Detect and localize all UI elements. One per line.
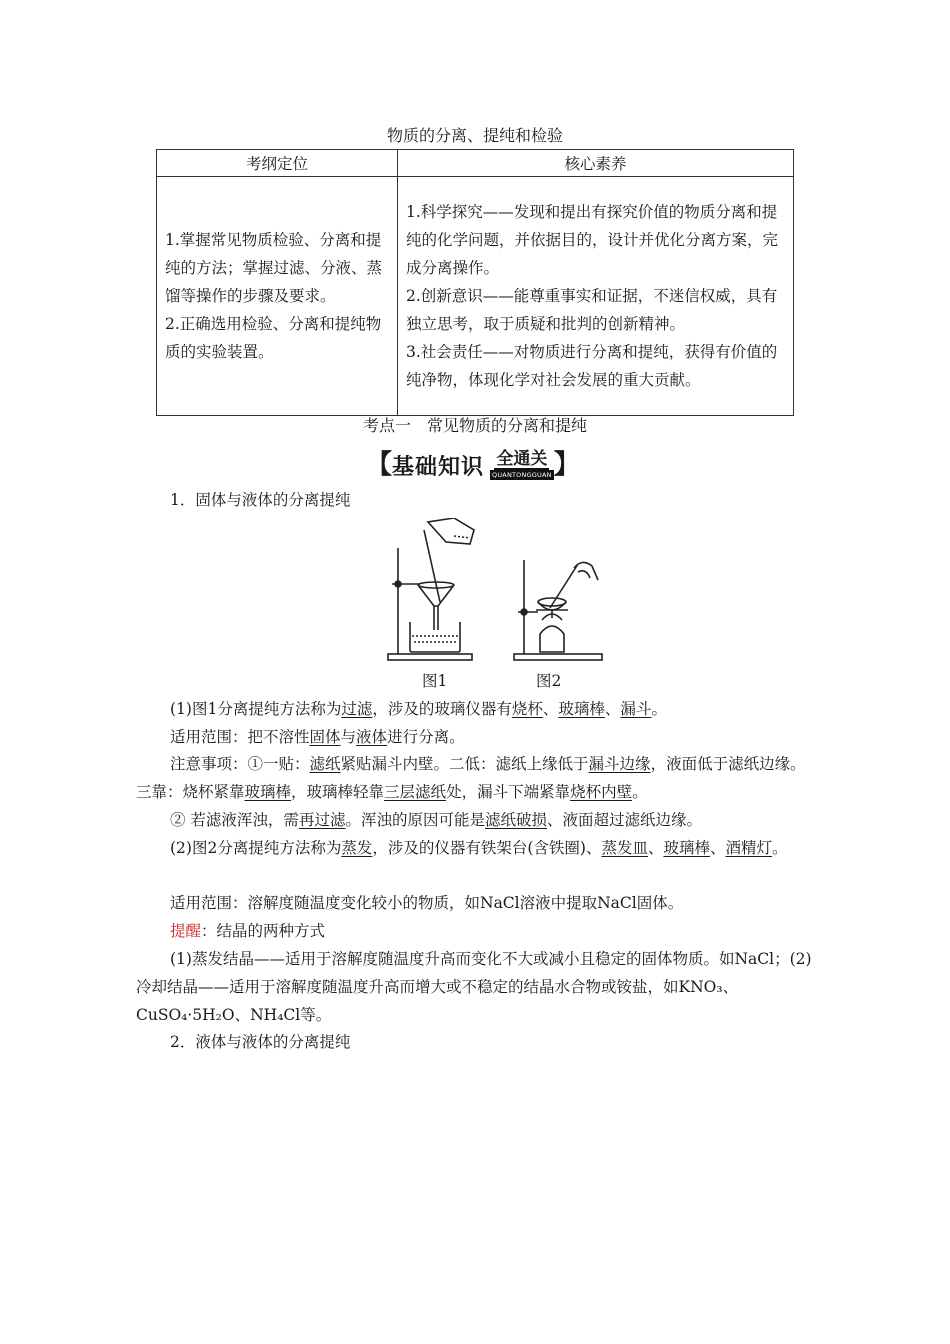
- competency-item: 1.科学探究——发现和提出有探究价值的物质分离和提纯的化学问题，并依据目的，设计并优化分离方案，完成分离操作。: [406, 203, 779, 277]
- syllabus-cell: [157, 177, 398, 416]
- filtration-figure: [384, 518, 484, 664]
- paragraph-evaporation: (2)图2分离提纯方法称为蒸发，涉及的仪器有铁架台(含铁圈)、蒸发皿、玻璃棒、酒精灯。: [170, 839, 788, 857]
- table-header-competency: 核心素养: [398, 150, 794, 177]
- paragraph-notes: 注意事项：①一贴：滤纸紧贴漏斗内壁。二低：滤纸上缘低于漏斗边缘，液面低于滤纸边缘。三靠：烧杯紧靠玻璃棒，玻璃棒轻靠三层滤纸处，漏斗下端紧靠烧杯内壁。: [136, 755, 806, 801]
- syllabus-item: 1.掌握常见物质检验、分离和提纯的方法；掌握过滤、分液、蒸馏等操作的步骤及要求。: [165, 231, 383, 305]
- competency-cell: [398, 177, 794, 416]
- paragraph-filtration: (1)图1分离提纯方法称为过滤，涉及的玻璃仪器有烧杯、玻璃棒、漏斗。: [170, 700, 667, 718]
- syllabus-table: [156, 149, 794, 416]
- section-banner: [366, 448, 580, 482]
- section-heading-1: 1．固体与液体的分离提纯: [170, 491, 351, 509]
- topic-heading: 考点一 常见物质的分离和提纯: [362, 416, 587, 435]
- figure-1-caption: 图1: [422, 672, 448, 690]
- competency-item: 2.创新意识——能尊重事实和证据，不迷信权威，具有独立思考，取于质疑和批判的创新精神。: [406, 287, 778, 333]
- evaporation-figure: [508, 558, 608, 664]
- tip-label: 提醒: [170, 922, 202, 940]
- page-title: 物质的分离、提纯和检验: [386, 126, 563, 145]
- banner-badge: [490, 450, 554, 480]
- figure-2-caption: 图2: [536, 672, 562, 690]
- section-heading-2: 2．液体与液体的分离提纯: [170, 1033, 351, 1051]
- badge-text: 全通关: [496, 449, 548, 469]
- competency-item: 3.社会责任——对物质进行分离和提纯，获得有价值的纯净物，体现化学对社会发展的重大贡献。: [406, 343, 778, 389]
- paragraph-scope-1: 适用范围：把不溶性固体与液体进行分离。: [170, 728, 465, 746]
- paragraph-crystallization: (1)蒸发结晶——适用于溶解度随温度升高而变化不大或减小且稳定的固体物质。如NaCl；(2)冷却结晶——适用于溶解度随温度升高而增大或不稳定的结晶水合物或铵盐，如KNO₃、CuSO₄·5H₂O、NH₄Cl等。: [136, 950, 812, 1024]
- syllabus-item: 2.正确选用检验、分离和提纯物质的实验装置。: [165, 315, 382, 361]
- tip-line: 提醒：结晶的两种方式: [170, 922, 326, 940]
- banner-title: 基础知识: [392, 454, 485, 480]
- table-header-syllabus: 考纲定位: [157, 150, 398, 177]
- banner-bracket-close: 】: [553, 450, 580, 480]
- paragraph-scope-2: 适用范围：溶解度随温度变化较小的物质，如NaCl溶液中提取NaCl固体。: [170, 894, 684, 912]
- banner-bracket-open: 【: [366, 450, 393, 480]
- paragraph-turbid: ② 若滤液浑浊，需再过滤。浑浊的原因可能是滤纸破损、液面超过滤纸边缘。: [170, 811, 702, 829]
- badge-subtext: QUANTONGGUAN: [492, 471, 552, 479]
